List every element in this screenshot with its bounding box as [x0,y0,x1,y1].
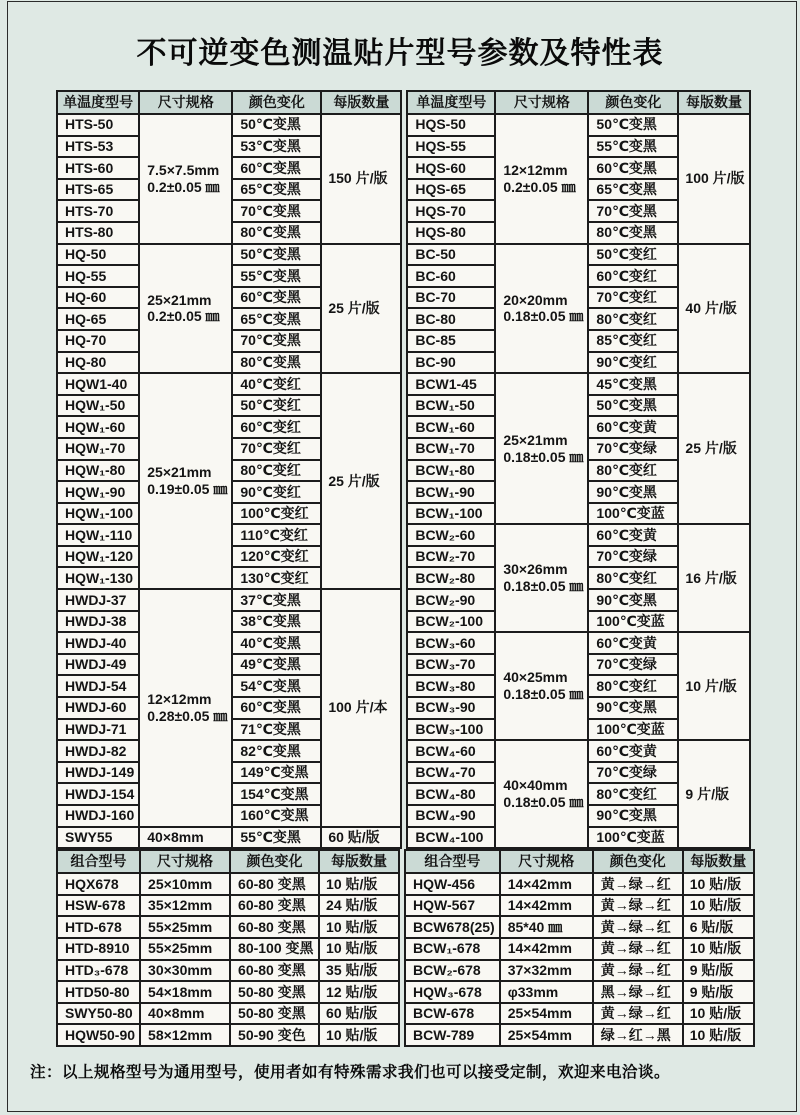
header-cell: 尺寸规格 [139,91,232,114]
model-cell: BCW₄-100 [407,827,495,849]
size-line: 40×8mm [147,828,204,845]
table-row [57,873,399,895]
size-cell: 14×42mm [500,938,593,960]
model-cell: BCW₁-80 [407,460,495,482]
model-cell: HTD50-80 [57,981,140,1003]
model-cell: HQW₃-678 [405,981,500,1003]
model-cell: HQW₁-90 [57,481,139,503]
table-row [57,244,401,266]
combo-tables-row [56,849,755,1047]
model-cell: HQ-65 [57,308,139,330]
table-row [57,1003,399,1025]
color-change-cell: 60-80 变黑 [230,895,319,917]
color-change-cell: 65℃变黑 [232,179,321,201]
table-row [57,373,401,395]
model-cell: BCW₁-70 [407,438,495,460]
table-row [405,1024,754,1046]
color-change-cell: 80℃变红 [232,460,321,482]
model-cell: HQW₁-60 [57,416,139,438]
model-cell: HWDJ-60 [57,697,139,719]
table-header-row [57,91,401,114]
color-change-cell: 60-80 变黑 [230,916,319,938]
model-cell: HQS-55 [407,136,495,158]
model-cell: HWDJ-54 [57,675,139,697]
size-line: 30×26mm [503,561,568,578]
quantity-cell: 6 贴/版 [683,916,754,938]
model-cell: BCW₃-70 [407,654,495,676]
model-cell: BC-70 [407,287,495,309]
model-cell: HQS-70 [407,200,495,222]
header-cell: 单温度型号 [407,91,495,114]
model-cell: HQW₁-110 [57,524,139,546]
size-cell [495,373,588,524]
size-line: 25×21mm [503,431,568,448]
quantity-cell: 25 片/版 [678,373,749,524]
model-cell: HTD-678 [57,916,140,938]
size-cell: 55×25mm [140,938,230,960]
header-cell: 颜色变化 [593,850,683,873]
quantity-cell: 10 贴/版 [683,895,754,917]
model-cell: BCW₂-90 [407,589,495,611]
footer-note: 注：以上规格型号为通用型号，使用者如有特殊需求我们也可以接受定制，欢迎来电洽谈。 [30,1064,671,1081]
model-cell: HQ-70 [57,330,139,352]
table-row [57,960,399,982]
size-cell: 55×25mm [140,916,230,938]
color-change-cell: 80℃变红 [588,675,678,697]
model-cell: HWDJ-160 [57,805,139,827]
color-change-cell: 38℃变黑 [232,611,321,633]
size-cell [139,589,232,827]
color-change-cell: 40℃变黑 [232,632,321,654]
model-cell: BCW₁-678 [405,938,500,960]
model-cell: HQ-80 [57,352,139,374]
table-row [57,1024,399,1046]
size-cell: 25×54mm [500,1024,593,1046]
color-change-cell: 130℃变红 [232,567,321,589]
model-cell: BC-80 [407,308,495,330]
color-change-cell: 60℃变黄 [588,740,678,762]
color-change-cell: 90℃变黑 [588,805,678,827]
quantity-cell: 25 片/版 [321,373,401,589]
table-row [405,895,754,917]
model-cell: HTD₃-678 [57,960,140,982]
color-change-cell: 50℃变黑 [232,114,321,136]
color-change-cell: 80℃变红 [588,308,678,330]
color-change-cell: 70℃变黑 [232,330,321,352]
model-cell: BCW₃-90 [407,697,495,719]
color-change-cell: 50℃变黑 [588,395,678,417]
color-change-cell: 黄→绿→红 [593,1003,683,1025]
size-cell: 25×10mm [140,873,230,895]
color-change-cell: 60℃变黑 [232,697,321,719]
quantity-cell: 12 贴/版 [319,981,399,1003]
table-row [405,938,754,960]
color-change-cell: 80℃变黑 [588,222,678,244]
color-change-cell: 160℃变黑 [232,805,321,827]
color-change-cell: 65℃变黑 [232,308,321,330]
color-change-cell: 71℃变黑 [232,719,321,741]
size-line: 25×21mm [147,464,212,481]
size-line: 0.19±0.05 ㎜ [147,481,228,498]
tables-container [56,90,755,1047]
size-cell: 14×42mm [500,873,593,895]
size-line: 0.18±0.05 ㎜ [503,686,584,703]
size-line: 25×21mm [147,291,212,308]
header-cell: 颜色变化 [230,850,319,873]
color-change-cell: 黑→绿→红 [593,981,683,1003]
quantity-cell: 40 片/版 [678,244,749,374]
color-change-cell: 149℃变黑 [232,762,321,784]
color-change-cell: 90℃变黑 [588,481,678,503]
color-change-cell: 100℃变蓝 [588,827,678,849]
model-cell: HQW1-40 [57,373,139,395]
color-change-cell: 70℃变黑 [588,200,678,222]
size-cell [139,244,232,374]
size-line: 20×20mm [503,291,568,308]
table-row [57,981,399,1003]
model-cell: BCW₂-678 [405,960,500,982]
model-cell: HQW₁-100 [57,503,139,525]
model-cell: HQW₁-130 [57,567,139,589]
size-line: 0.2±0.05 ㎜ [147,308,220,325]
table-header-row [405,850,754,873]
color-change-cell: 85℃变红 [588,330,678,352]
color-change-cell: 120℃变红 [232,546,321,568]
color-change-cell: 100℃变蓝 [588,719,678,741]
color-change-cell: 54℃变黑 [232,675,321,697]
size-line: 0.2±0.05 ㎜ [147,178,220,195]
color-change-cell: 65℃变黑 [588,179,678,201]
color-change-cell: 90℃变黑 [588,589,678,611]
header-cell: 每版数量 [321,91,401,114]
model-cell: HQW₁-120 [57,546,139,568]
color-change-cell: 55℃变黑 [232,265,321,287]
color-change-cell: 60℃变黑 [588,157,678,179]
header-cell: 尺寸规格 [495,91,588,114]
size-cell: φ33mm [500,981,593,1003]
color-change-cell: 黄→绿→红 [593,938,683,960]
page-title: 不可逆变色测温贴片型号参数及特性表 [136,37,664,70]
model-cell: HQ-60 [57,287,139,309]
size-cell [495,114,588,244]
model-cell: HQX678 [57,873,140,895]
header-cell: 尺寸规格 [140,850,230,873]
size-cell [495,524,588,632]
size-cell: 54×18mm [140,981,230,1003]
color-change-cell: 60℃变黄 [588,524,678,546]
color-change-cell: 80-100 变黑 [230,938,319,960]
color-change-cell: 黄→绿→红 [593,873,683,895]
quantity-cell: 10 贴/版 [319,1024,399,1046]
table-row [407,632,749,654]
color-change-cell: 55℃变黑 [232,827,321,849]
quantity-cell: 10 贴/版 [683,873,754,895]
model-cell: HQ-50 [57,244,139,266]
model-cell: BCW₂-70 [407,546,495,568]
color-change-cell: 70℃变红 [588,287,678,309]
model-cell: HQS-50 [407,114,495,136]
model-cell: HTS-70 [57,200,139,222]
table-row [405,960,754,982]
header-cell: 组合型号 [405,850,500,873]
model-cell: HWDJ-40 [57,632,139,654]
quantity-cell: 10 贴/版 [319,873,399,895]
color-change-cell: 60℃变黑 [232,157,321,179]
table-row [405,873,754,895]
color-change-cell: 70℃变红 [232,438,321,460]
color-change-cell: 60℃变黑 [232,287,321,309]
color-change-cell: 80℃变黑 [232,352,321,374]
quantity-cell: 9 贴/版 [683,981,754,1003]
model-cell: BC-60 [407,265,495,287]
color-change-cell: 70℃变黑 [232,200,321,222]
color-change-cell: 45℃变黑 [588,373,678,395]
color-change-cell: 60-80 变黑 [230,960,319,982]
color-change-cell: 60℃变红 [588,265,678,287]
header-cell: 单温度型号 [57,91,139,114]
model-cell: HQW₁-70 [57,438,139,460]
quantity-cell: 9 片/版 [678,740,749,848]
quantity-cell: 9 贴/版 [683,960,754,982]
color-change-cell: 80℃变红 [588,783,678,805]
model-cell: BC-90 [407,352,495,374]
model-cell: BCW₁-60 [407,416,495,438]
color-change-cell: 50℃变黑 [588,114,678,136]
size-cell: 25×54mm [500,1003,593,1025]
color-change-cell: 80℃变红 [588,460,678,482]
table-row [405,981,754,1003]
size-line: 0.18±0.05 ㎜ [503,448,584,465]
color-change-cell: 90℃变红 [588,352,678,374]
model-cell: HSW-678 [57,895,140,917]
size-line: 0.18±0.05 ㎜ [503,578,584,595]
model-cell: BCW-789 [405,1024,500,1046]
table-row [57,589,401,611]
model-cell: HWDJ-37 [57,589,139,611]
header-cell: 颜色变化 [588,91,678,114]
model-cell: HQS-80 [407,222,495,244]
model-cell: BCW₄-60 [407,740,495,762]
model-cell: HWDJ-154 [57,783,139,805]
size-line: 40×25mm [503,669,568,686]
color-change-cell: 60℃变黄 [588,632,678,654]
color-change-cell: 100℃变蓝 [588,611,678,633]
model-cell: BCW₄-80 [407,783,495,805]
size-line: 7.5×7.5mm [147,161,220,178]
model-cell: BCW₂-60 [407,524,495,546]
quantity-cell: 16 片/版 [678,524,749,632]
color-change-cell: 黄→绿→红 [593,895,683,917]
size-cell: 85*40 ㎜ [500,916,593,938]
model-cell: HQW-567 [405,895,500,917]
model-cell: HWDJ-149 [57,762,139,784]
header-cell: 尺寸规格 [500,850,593,873]
model-cell: BCW₄-70 [407,762,495,784]
model-cell: BC-85 [407,330,495,352]
model-cell: BCW₃-100 [407,719,495,741]
model-cell: BCW₁-50 [407,395,495,417]
model-cell: BCW1-45 [407,373,495,395]
header-cell: 每版数量 [683,850,754,873]
model-cell: HWDJ-82 [57,740,139,762]
table-row [57,827,401,849]
size-cell: 30×30mm [140,960,230,982]
model-cell: HTD-8910 [57,938,140,960]
model-cell: HWDJ-71 [57,719,139,741]
quantity-cell: 25 片/版 [321,244,401,374]
model-cell: BCW₄-90 [407,805,495,827]
color-change-cell: 55℃变黑 [588,136,678,158]
quantity-cell: 100 片/版 [678,114,749,244]
model-cell: HQ-55 [57,265,139,287]
model-cell: HQW-456 [405,873,500,895]
quantity-cell: 10 贴/版 [683,1003,754,1025]
header-cell: 组合型号 [57,850,140,873]
header-cell: 每版数量 [678,91,749,114]
quantity-cell: 24 贴/版 [319,895,399,917]
color-change-cell: 50-90 变色 [230,1024,319,1046]
quantity-cell: 100 片/本 [321,589,401,827]
color-change-cell: 90℃变红 [232,481,321,503]
size-line: 0.28±0.05 ㎜ [147,707,228,724]
color-change-cell: 黄→绿→红 [593,916,683,938]
size-cell [139,114,232,244]
color-change-cell: 50℃变黑 [232,244,321,266]
single-temp-table-right [406,90,750,849]
header-cell: 每版数量 [319,850,399,873]
model-cell: BCW₂-100 [407,611,495,633]
color-change-cell: 黄→绿→红 [593,960,683,982]
model-cell: HWDJ-38 [57,611,139,633]
model-cell: BCW678(25) [405,916,500,938]
table-row [407,114,749,136]
size-cell: 14×42mm [500,895,593,917]
size-line: 12×12mm [147,691,212,708]
model-cell: HTS-50 [57,114,139,136]
size-cell [495,632,588,740]
color-change-cell: 80℃变红 [588,567,678,589]
color-change-cell: 49℃变黑 [232,654,321,676]
header-cell: 颜色变化 [232,91,321,114]
model-cell: BCW₃-80 [407,675,495,697]
size-cell [139,373,232,589]
model-cell: HQS-60 [407,157,495,179]
color-change-cell: 60℃变黄 [588,416,678,438]
quantity-cell: 10 贴/版 [319,916,399,938]
size-cell [139,827,232,849]
model-cell: BCW₁-90 [407,481,495,503]
combo-table-right_rows [404,849,755,1047]
size-line: 40×40mm [503,777,568,794]
size-cell: 37×32mm [500,960,593,982]
color-change-cell: 82℃变黑 [232,740,321,762]
color-change-cell: 37℃变黑 [232,589,321,611]
color-change-cell: 50℃变红 [232,395,321,417]
color-change-cell: 70℃变绿 [588,438,678,460]
table-row [57,916,399,938]
model-cell: HTS-65 [57,179,139,201]
model-cell: BCW₃-60 [407,632,495,654]
color-change-cell: 40℃变红 [232,373,321,395]
color-change-cell: 50-80 变黑 [230,1003,319,1025]
model-cell: HQS-65 [407,179,495,201]
table-row [407,524,749,546]
size-cell: 40×8mm [140,1003,230,1025]
table-header-row [407,91,749,114]
color-change-cell: 90℃变黑 [588,697,678,719]
color-change-cell: 50-80 变黑 [230,981,319,1003]
quantity-cell: 10 贴/版 [683,938,754,960]
table-row [57,114,401,136]
color-change-cell: 110℃变红 [232,524,321,546]
size-line: 0.18±0.05 ㎜ [503,794,584,811]
model-cell: HQW₁-50 [57,395,139,417]
size-cell: 35×12mm [140,895,230,917]
color-change-cell: 80℃变黑 [232,222,321,244]
table-row [405,916,754,938]
size-cell [495,740,588,848]
quantity-cell: 60 贴/版 [321,827,401,849]
quantity-cell: 150 片/版 [321,114,401,244]
model-cell: BCW₁-100 [407,503,495,525]
table-row [57,895,399,917]
color-change-cell: 70℃变绿 [588,546,678,568]
table-row [407,373,749,395]
color-change-cell: 53℃变黑 [232,136,321,158]
table-row [405,1003,754,1025]
model-cell: BCW-678 [405,1003,500,1025]
color-change-cell: 50℃变红 [588,244,678,266]
model-cell: HTS-53 [57,136,139,158]
model-cell: HTS-80 [57,222,139,244]
model-cell: SWY50-80 [57,1003,140,1025]
single-temp-table-left [56,90,402,849]
color-change-cell: 70℃变绿 [588,762,678,784]
model-cell: BCW₂-80 [407,567,495,589]
size-line: 12×12mm [503,161,568,178]
size-cell: 58×12mm [140,1024,230,1046]
table-row [407,740,749,762]
table-header-row [57,850,399,873]
size-line: 0.18±0.05 ㎜ [503,308,584,325]
quantity-cell: 10 片/版 [678,632,749,740]
size-line: 0.2±0.05 ㎜ [503,178,576,195]
color-change-cell: 60-80 变黑 [230,873,319,895]
model-cell: HQW₁-80 [57,460,139,482]
quantity-cell: 10 贴/版 [319,938,399,960]
quantity-cell: 60 贴/版 [319,1003,399,1025]
color-change-cell: 100℃变蓝 [588,503,678,525]
quantity-cell: 10 贴/版 [683,1024,754,1046]
model-cell: BC-50 [407,244,495,266]
model-cell: HQW50-90 [57,1024,140,1046]
model-cell: SWY55 [57,827,139,849]
color-change-cell: 154℃变黑 [232,783,321,805]
model-cell: HTS-60 [57,157,139,179]
size-cell [495,244,588,374]
color-change-cell: 60℃变红 [232,416,321,438]
table-row [57,938,399,960]
table-row [407,244,749,266]
single-temp-tables-row [56,90,755,849]
model-cell: HWDJ-49 [57,654,139,676]
quantity-cell: 35 贴/版 [319,960,399,982]
combo-table-left_rows [56,849,400,1047]
color-change-cell: 70℃变绿 [588,654,678,676]
color-change-cell: 绿→红→黑 [593,1024,683,1046]
color-change-cell: 100℃变红 [232,503,321,525]
